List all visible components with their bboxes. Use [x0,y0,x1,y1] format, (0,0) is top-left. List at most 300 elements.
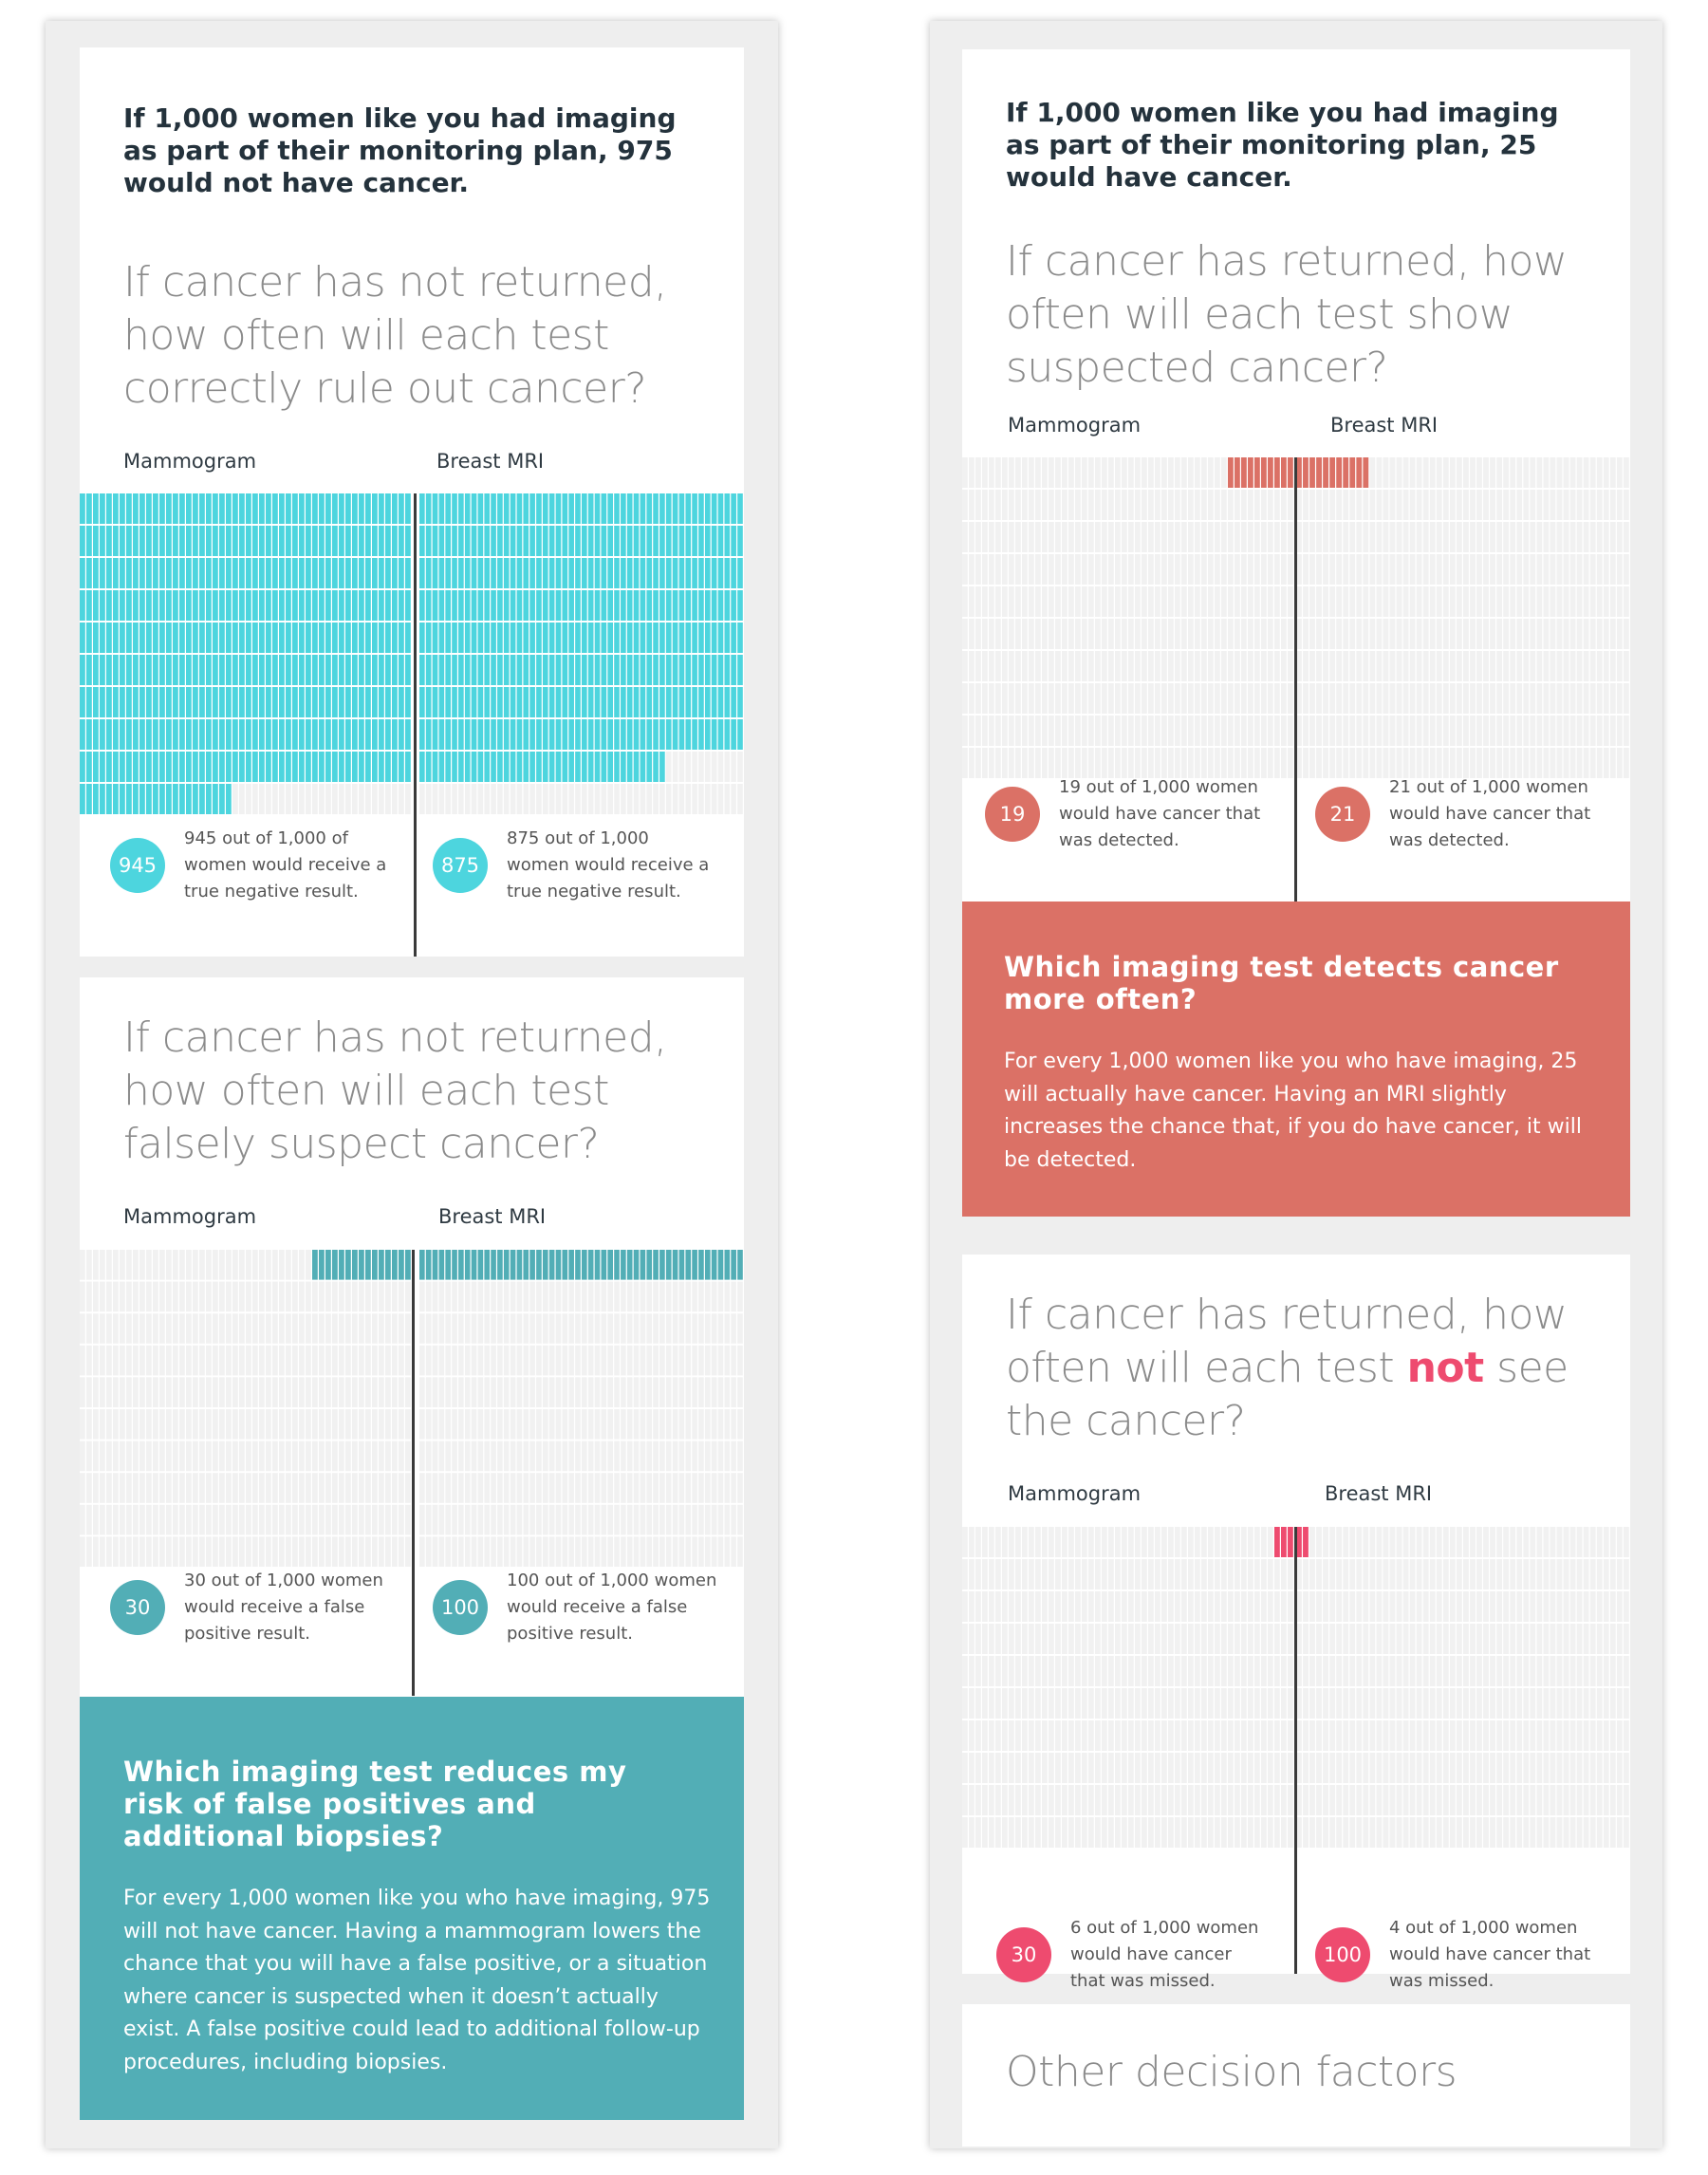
empty-woman-cell [1022,1591,1028,1622]
empty-woman-cell [1015,683,1021,714]
empty-woman-cell [1115,683,1121,714]
filled-woman-cell [365,590,371,621]
filled-woman-cell [465,623,471,653]
empty-woman-cell [1155,1688,1160,1719]
empty-woman-cell [1055,1785,1061,1815]
empty-woman-cell [1383,651,1389,681]
empty-woman-cell [1376,619,1382,649]
filled-woman-cell [100,784,105,814]
filled-woman-cell [372,623,378,653]
empty-woman-cell [692,1473,697,1503]
empty-woman-cell [673,1313,678,1344]
empty-woman-cell [1584,1720,1589,1751]
empty-woman-cell [1390,586,1396,617]
empty-woman-cell [1356,1817,1362,1848]
empty-woman-cell [159,1409,165,1440]
empty-woman-cell [452,1313,457,1344]
empty-woman-cell [1175,1688,1180,1719]
empty-woman-cell [1323,716,1328,746]
empty-woman-cell [206,1505,212,1535]
empty-woman-cell [718,1441,724,1472]
empty-woman-cell [1281,1656,1287,1686]
empty-woman-cell [1175,1527,1180,1557]
empty-woman-cell [685,752,691,782]
empty-woman-cell [332,1313,338,1344]
empty-woman-cell [1323,1753,1328,1783]
empty-woman-cell [975,457,981,488]
empty-woman-cell [1062,1817,1068,1848]
filled-woman-cell [445,752,451,782]
empty-woman-cell [1095,586,1101,617]
empty-woman-cell [1108,1688,1114,1719]
empty-woman-cell [582,1536,587,1567]
empty-woman-cell [1557,683,1563,714]
empty-woman-cell [1303,651,1309,681]
empty-woman-cell [1108,554,1114,585]
empty-woman-cell [1142,651,1147,681]
empty-woman-cell [627,1473,633,1503]
empty-woman-cell [982,1753,988,1783]
empty-woman-cell [1403,522,1409,552]
empty-woman-cell [543,1536,548,1567]
empty-woman-cell [982,554,988,585]
empty-woman-cell [1343,1688,1348,1719]
filled-woman-cell [325,526,331,556]
empty-woman-cell [484,1473,490,1503]
empty-woman-cell [153,1250,158,1280]
empty-woman-cell [1268,651,1273,681]
empty-woman-cell [1550,1688,1556,1719]
empty-woman-cell [1390,1720,1396,1751]
empty-woman-cell [1316,1753,1322,1783]
filled-woman-cell [698,526,704,556]
filled-woman-cell [179,784,185,814]
empty-woman-cell [1564,1591,1569,1622]
empty-woman-cell [1523,619,1529,649]
empty-woman-cell [272,784,278,814]
empty-woman-cell [989,1624,994,1654]
empty-woman-cell [252,1473,258,1503]
empty-woman-cell [1022,619,1028,649]
empty-woman-cell [962,1624,968,1654]
empty-woman-cell [962,1527,968,1557]
empty-woman-cell [372,1473,378,1503]
empty-woman-cell [299,1377,305,1407]
empty-woman-cell [1015,554,1021,585]
filled-woman-cell [392,590,398,621]
empty-woman-cell [1457,1527,1462,1557]
empty-woman-cell [1570,457,1576,488]
empty-woman-cell [511,784,516,814]
empty-woman-cell [1068,554,1074,585]
stat-text: 100 out of 1,000 women would receive a false positive result. [507,1571,717,1644]
empty-woman-cell [173,1282,178,1312]
filled-woman-cell [126,752,132,782]
empty-woman-cell [995,457,1001,488]
filled-woman-cell [153,687,158,717]
empty-woman-cell [1437,651,1442,681]
empty-woman-cell [989,1753,994,1783]
empty-woman-cell [1148,554,1154,585]
empty-woman-cell [962,683,968,714]
empty-woman-cell [1254,683,1260,714]
filled-woman-cell [279,493,285,524]
empty-woman-cell [419,1505,425,1535]
empty-woman-cell [1015,1656,1021,1686]
empty-woman-cell [1336,1688,1342,1719]
empty-woman-cell [595,1409,601,1440]
empty-woman-cell [1309,1688,1315,1719]
empty-woman-cell [1068,1720,1074,1751]
stat-text: 30 out of 1,000 women would receive a false positive result. [184,1571,383,1644]
empty-woman-cell [1483,683,1489,714]
filled-woman-cell [146,558,152,588]
empty-woman-cell [621,1409,626,1440]
empty-woman-cell [575,1473,581,1503]
empty-woman-cell [352,1377,358,1407]
empty-woman-cell [1510,1688,1515,1719]
empty-woman-cell [1376,457,1382,488]
empty-woman-cell [1195,522,1200,552]
empty-woman-cell [666,1441,672,1472]
filled-woman-cell [439,590,445,621]
empty-woman-cell [1617,522,1623,552]
filled-woman-cell [1281,457,1287,488]
empty-woman-cell [1035,1785,1041,1815]
filled-woman-cell [659,526,665,556]
filled-woman-cell [159,493,165,524]
empty-woman-cell [1168,586,1174,617]
filled-woman-cell [106,655,112,685]
empty-woman-cell [523,1346,529,1376]
empty-woman-cell [1009,490,1014,520]
filled-woman-cell [319,493,325,524]
empty-woman-cell [1115,1624,1121,1654]
empty-woman-cell [1349,716,1355,746]
empty-woman-cell [685,1377,691,1407]
empty-woman-cell [1108,1656,1114,1686]
empty-woman-cell [1450,1720,1456,1751]
empty-woman-cell [1108,683,1114,714]
empty-woman-cell [272,1377,278,1407]
filled-woman-cell [312,590,318,621]
empty-woman-cell [511,1313,516,1344]
filled-woman-cell [705,687,711,717]
empty-woman-cell [1483,1785,1489,1815]
filled-woman-cell [100,719,105,750]
empty-woman-cell [1443,1720,1449,1751]
empty-woman-cell [239,1282,245,1312]
empty-woman-cell [1584,522,1589,552]
empty-woman-cell [1181,1624,1187,1654]
empty-woman-cell [1557,1817,1563,1848]
filled-woman-cell [433,526,438,556]
empty-woman-cell [1450,586,1456,617]
empty-woman-cell [1403,1785,1409,1815]
empty-woman-cell [718,784,724,814]
empty-woman-cell [1437,586,1442,617]
empty-woman-cell [1168,1753,1174,1783]
empty-woman-cell [1268,1720,1273,1751]
empty-woman-cell [1095,716,1101,746]
empty-woman-cell [1075,716,1081,746]
empty-woman-cell [1610,651,1616,681]
empty-woman-cell [1617,1656,1623,1686]
empty-woman-cell [1536,1720,1542,1751]
filled-woman-cell [246,687,251,717]
filled-woman-cell [497,752,503,782]
empty-woman-cell [1584,1817,1589,1848]
filled-woman-cell [614,719,620,750]
empty-woman-cell [126,1377,132,1407]
empty-woman-cell [523,1473,529,1503]
empty-woman-cell [1029,522,1034,552]
empty-woman-cell [1329,1753,1335,1783]
empty-woman-cell [1604,522,1609,552]
empty-woman-cell [1356,1656,1362,1686]
empty-woman-cell [465,1346,471,1376]
empty-woman-cell [1410,651,1416,681]
empty-woman-cell [1423,586,1429,617]
waffle-svg [962,1527,1294,1850]
empty-woman-cell [1261,554,1267,585]
empty-woman-cell [1009,1624,1014,1654]
empty-woman-cell [1015,522,1021,552]
empty-woman-cell [1161,716,1167,746]
empty-woman-cell [705,752,711,782]
filled-woman-cell [173,526,178,556]
filled-woman-cell [1268,457,1273,488]
filled-woman-cell [458,623,464,653]
empty-woman-cell [1437,1527,1442,1557]
empty-woman-cell [1195,683,1200,714]
empty-woman-cell [1417,1785,1422,1815]
filled-woman-cell [433,590,438,621]
empty-woman-cell [1102,457,1107,488]
filled-woman-cell [588,1250,594,1280]
empty-woman-cell [379,1282,384,1312]
empty-woman-cell [1288,1656,1293,1686]
filled-woman-cell [100,655,105,685]
empty-woman-cell [536,1377,542,1407]
empty-woman-cell [640,1505,646,1535]
empty-woman-cell [1068,490,1074,520]
empty-woman-cell [133,1313,139,1344]
filled-woman-cell [653,623,659,653]
empty-woman-cell [1457,1753,1462,1783]
empty-woman-cell [1343,1624,1348,1654]
empty-woman-cell [319,1346,325,1376]
empty-woman-cell [1536,457,1542,488]
filled-woman-cell [133,493,139,524]
empty-woman-cell [1022,1527,1028,1557]
empty-woman-cell [239,1250,245,1280]
filled-woman-cell [607,752,613,782]
empty-woman-cell [1161,1753,1167,1783]
empty-woman-cell [1617,683,1623,714]
empty-woman-cell [319,1377,325,1407]
filled-woman-cell [186,687,192,717]
empty-woman-cell [219,1313,225,1344]
empty-woman-cell [419,1313,425,1344]
filled-woman-cell [186,590,192,621]
empty-woman-cell [1410,1591,1416,1622]
filled-woman-cell [405,493,411,524]
empty-woman-cell [1624,1656,1629,1686]
empty-woman-cell [445,784,451,814]
empty-woman-cell [1323,1720,1328,1751]
empty-woman-cell [1557,651,1563,681]
filled-woman-cell [206,655,212,685]
filled-woman-cell [133,655,139,685]
empty-woman-cell [146,1473,152,1503]
filled-woman-cell [266,493,271,524]
filled-woman-cell [106,493,112,524]
empty-woman-cell [1530,716,1535,746]
filled-woman-cell [279,590,285,621]
empty-woman-cell [1423,1785,1429,1815]
empty-woman-cell [1175,1624,1180,1654]
filled-woman-cell [627,719,633,750]
empty-woman-cell [1463,716,1469,746]
empty-woman-cell [1049,586,1054,617]
empty-woman-cell [1437,1559,1442,1589]
empty-woman-cell [640,1282,646,1312]
empty-woman-cell [80,1250,85,1280]
empty-woman-cell [1075,522,1081,552]
empty-woman-cell [1530,619,1535,649]
filled-woman-cell [484,752,490,782]
empty-woman-cell [1349,651,1355,681]
empty-woman-cell [536,1441,542,1472]
filled-woman-cell [272,590,278,621]
empty-woman-cell [982,1591,988,1622]
filled-woman-cell [339,558,344,588]
empty-woman-cell [1228,683,1234,714]
empty-woman-cell [1336,1656,1342,1686]
empty-woman-cell [1443,1527,1449,1557]
empty-woman-cell [1550,586,1556,617]
empty-woman-cell [1082,619,1087,649]
empty-woman-cell [1336,1817,1342,1848]
empty-woman-cell [1128,716,1134,746]
empty-woman-cell [1323,651,1328,681]
filled-woman-cell [685,590,691,621]
filled-woman-cell [379,1250,384,1280]
filled-woman-cell [634,623,640,653]
empty-woman-cell [1241,619,1247,649]
empty-woman-cell [1102,1624,1107,1654]
empty-woman-cell [1221,1591,1227,1622]
empty-woman-cell [1390,457,1396,488]
empty-woman-cell [969,1817,975,1848]
empty-woman-cell [166,1377,172,1407]
filled-woman-cell [692,655,697,685]
empty-woman-cell [1590,554,1596,585]
empty-woman-cell [1161,554,1167,585]
empty-woman-cell [517,1505,523,1535]
filled-woman-cell [372,719,378,750]
empty-woman-cell [1530,1559,1535,1589]
empty-woman-cell [365,1473,371,1503]
filled-woman-cell [139,752,145,782]
empty-woman-cell [385,1282,391,1312]
empty-woman-cell [1564,490,1569,520]
empty-woman-cell [1523,716,1529,746]
question-emphasis: not [1406,1344,1484,1392]
filled-woman-cell [106,784,112,814]
empty-woman-cell [718,1346,724,1376]
filled-woman-cell [219,590,225,621]
empty-woman-cell [995,1785,1001,1815]
empty-woman-cell [666,1536,672,1567]
empty-woman-cell [989,1591,994,1622]
stat-text: 6 out of 1,000 women would have cancer that was missed. [1070,1918,1259,1991]
filled-woman-cell [272,655,278,685]
empty-woman-cell [712,1346,717,1376]
empty-woman-cell [1316,619,1322,649]
empty-woman-cell [372,1282,378,1312]
empty-woman-cell [1423,716,1429,746]
filled-woman-cell [1343,457,1348,488]
empty-woman-cell [1102,490,1107,520]
filled-woman-cell [139,623,145,653]
empty-woman-cell [1516,1624,1522,1654]
empty-woman-cell [969,1591,975,1622]
empty-woman-cell [1476,716,1482,746]
empty-woman-cell [989,619,994,649]
empty-woman-cell [1390,1591,1396,1622]
empty-woman-cell [995,1624,1001,1654]
empty-woman-cell [1095,522,1101,552]
empty-woman-cell [1410,490,1416,520]
empty-woman-cell [1042,1527,1048,1557]
empty-woman-cell [1042,586,1048,617]
empty-woman-cell [562,1441,567,1472]
empty-woman-cell [1248,1559,1253,1589]
filled-woman-cell [685,623,691,653]
empty-woman-cell [1423,683,1429,714]
filled-woman-cell [634,526,640,556]
empty-woman-cell [1503,1527,1509,1557]
empty-woman-cell [595,1346,601,1376]
empty-woman-cell [1530,1720,1535,1751]
filled-woman-cell [679,655,685,685]
empty-woman-cell [325,1441,331,1472]
empty-woman-cell [568,1313,574,1344]
filled-woman-cell [299,493,305,524]
empty-woman-cell [252,1282,258,1312]
empty-woman-cell [679,1346,685,1376]
empty-woman-cell [1095,1785,1101,1815]
empty-woman-cell [1049,1785,1054,1815]
empty-woman-cell [1336,1624,1342,1654]
empty-woman-cell [332,1505,338,1535]
filled-woman-cell [627,590,633,621]
filled-woman-cell [93,558,99,588]
empty-woman-cell [511,1441,516,1472]
empty-woman-cell [1274,1688,1280,1719]
filled-woman-cell [113,719,119,750]
empty-woman-cell [439,1346,445,1376]
empty-woman-cell [1042,1624,1048,1654]
empty-woman-cell [1490,1688,1495,1719]
empty-woman-cell [1201,1559,1207,1589]
empty-woman-cell [1403,586,1409,617]
empty-woman-cell [1443,1785,1449,1815]
empty-woman-cell [193,1473,198,1503]
empty-woman-cell [1397,1624,1402,1654]
